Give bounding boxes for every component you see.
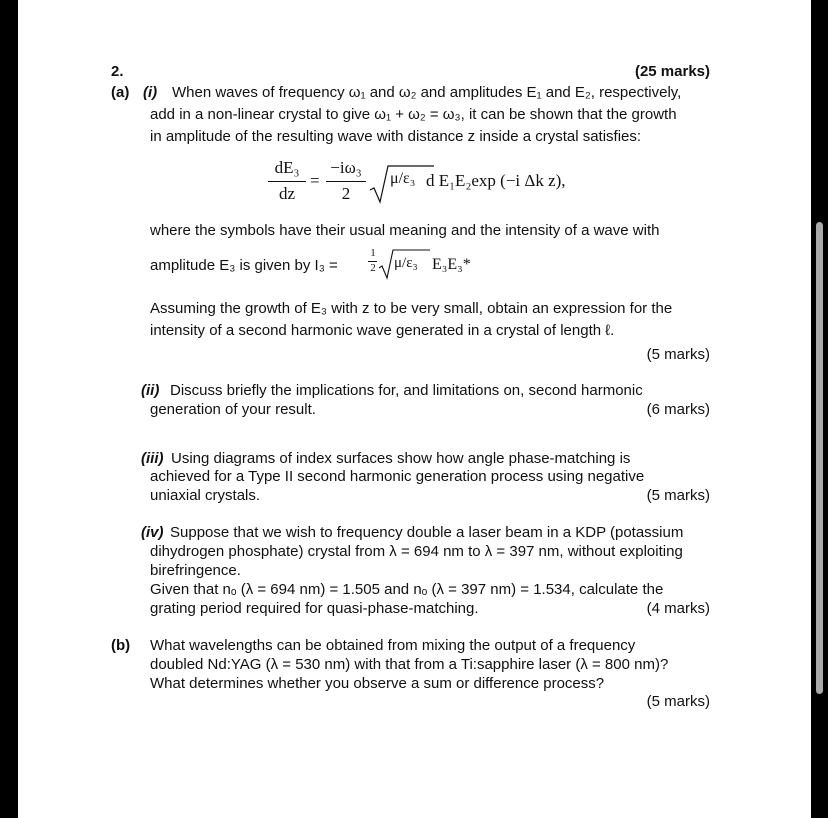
part-a-iii-line2: achieved for a Type II second harmonic generation process using negative [150,468,645,485]
part-a-i-line4: where the symbols have their usual meaning and the intensity of a wave with [150,222,660,239]
lhs-fraction-bar [268,181,306,182]
part-a-i-label: (i) [143,84,158,101]
part-a-i-line1: When waves of frequency ω₁ and ω₂ and amplitudes E₁ and E₂, respectively, [172,84,682,101]
half-numerator: 1 [370,247,376,259]
part-a-i-line5: amplitude E₃ is given by I₃ = [150,257,338,274]
part-a-iv-line4: Given that nₒ (λ = 694 nm) = 1.505 and nₒ (λ = 397 nm) = 1.534, calculate the [150,581,664,598]
part-b-label: (b) [111,637,131,654]
part-b-line3: What determines whether you observe a sum or difference process? [150,675,605,692]
half-denominator: 2 [370,262,376,274]
intensity-root-content: μ/ε₃ [394,255,418,271]
part-a-iv-line5: grating period required for quasi-phase-matching. [150,600,479,617]
part-a-iii-line3: uniaxial crystals. [150,487,261,504]
part-a-iv-line2: dihydrogen phosphate) crystal from λ = 694 nm to λ = 397 nm, without exploiting [150,543,683,560]
part-a-i-line3: in amplitude of the resulting wave with distance z inside a crystal satisfies: [150,128,642,145]
intensity-tail: E₃E₃* [432,256,471,273]
part-a-ii-label: (ii) [141,382,160,399]
part-a-iii-marks: (5 marks) [646,487,710,504]
part-a-i-line7: intensity of a second harmonic wave generated in a crystal of length ℓ. [150,322,615,339]
part-a-iii-line1: Using diagrams of index surfaces show how angle phase-matching is [171,450,631,467]
part-a-i-marks: (5 marks) [646,346,710,363]
part-a-iii-label: (iii) [141,450,164,467]
part-b-line1: What wavelengths can be obtained from mixing the output of a frequency [150,637,636,654]
part-a-ii-line2: generation of your result. [150,401,316,418]
part-a-i-line6: Assuming the growth of E₃ with z to be very small, obtain an expression for the [150,300,673,317]
part-a-iv-line1: Suppose that we wish to frequency double a laser beam in a KDP (potassium [170,524,684,541]
part-a-iv-marks: (4 marks) [646,600,710,617]
lhs-numerator: dE₃ [274,158,300,177]
total-marks: (25 marks) [634,63,710,80]
part-b-marks: (5 marks) [646,693,710,710]
part-a-iv-line3: birefringence. [150,562,241,579]
scrollbar[interactable] [816,222,823,694]
root-content: μ/ε₃ [390,170,416,187]
part-a-i-line2: add in a non-linear crystal to give ω₁ + ω₂ = ω₃, it can be shown that the growth [150,106,677,123]
part-a-ii-marks: (6 marks) [646,401,710,418]
lhs-denominator: dz [278,184,296,203]
question-number: 2. [111,63,124,80]
rhs-numerator: −iω₃ [330,158,362,177]
rhs-denominator: 2 [341,184,351,203]
part-a-iv-label: (iv) [141,524,164,541]
equals-sign: = [310,171,320,190]
part-b-line2: doubled Nd:YAG (λ = 530 nm) with that from a Ti:sapphire laser (λ = 800 nm)? [150,656,669,673]
equation-tail: d E₁E₂exp (−i Δk z), [426,171,566,190]
part-a-label: (a) [111,84,130,101]
rhs-fraction-bar [326,181,366,182]
part-a-ii-line1: Discuss briefly the implications for, and limitations on, second harmonic [170,382,643,399]
